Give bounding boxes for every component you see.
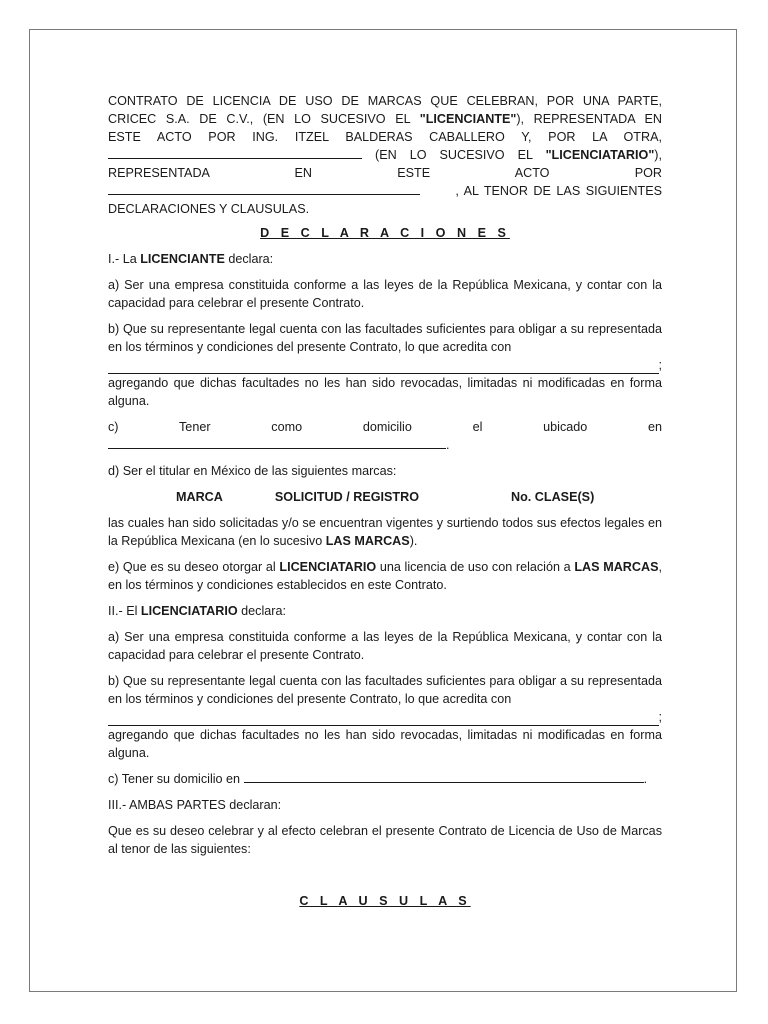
punctuation: .	[643, 772, 648, 786]
intro-word: EN	[294, 166, 312, 180]
intro-line-6	[108, 182, 662, 200]
marca-column-header: MARCA	[176, 490, 223, 504]
intro-text: (EN LO SUCESIVO EL	[362, 148, 546, 162]
item-c-word: domicilio	[362, 420, 412, 434]
section-2-item-b	[108, 672, 662, 762]
licenciante-term: LICENCIANTE	[140, 252, 225, 266]
declaraciones-heading: D E C L A R A C I O N E S	[260, 226, 510, 240]
licenciatario-term: "LICENCIATARIO"	[545, 148, 655, 162]
blank-line	[108, 182, 420, 195]
section-1-item-d: d) Ser el titular en México de las siguientes marcas:	[108, 464, 397, 478]
blank-line	[244, 770, 644, 783]
section-3-text: Que es su deseo celebrar y al efecto celebran el presente Contrato de Licencia de Uso de Marcas al tenor de las siguientes:	[108, 824, 662, 856]
section-1-item-e	[108, 558, 662, 594]
intro-line-7: DECLARACIONES Y CLAUSULAS.	[108, 202, 310, 216]
intro-text: ), REPRESENTADA EN	[516, 112, 662, 126]
section-2-item-a: a) Ser una empresa constituida conforme a las leyes de la República Mexicana, y contar con la capacidad para celebrar el presente Contrato.	[108, 630, 662, 662]
section-text: una licencia de uso con relación a	[376, 560, 575, 574]
las-marcas-term: LAS MARCAS	[574, 560, 659, 574]
item-c-word: c)	[108, 420, 119, 434]
licenciatario-term: LICENCIATARIO	[140, 604, 238, 618]
section-1-item-a: a) Ser una empresa constituida conforme a las leyes de la República Mexicana, y contar con la capacidad para celebrar el presente Contrato.	[108, 278, 662, 310]
intro-word: ACTO	[514, 166, 550, 180]
intro-line-1: CONTRATO DE LICENCIA DE USO DE MARCAS QUE CELEBRAN, POR UNA PARTE,	[108, 94, 662, 108]
intro-word: REPRESENTADA	[108, 166, 210, 180]
section-3-title: III.- AMBAS PARTES declaran:	[108, 798, 282, 812]
section-1-title	[108, 250, 662, 268]
blank-line-row	[108, 356, 662, 374]
punctuation: .	[446, 438, 450, 452]
blank-line-row	[108, 708, 662, 726]
intro-line-3: ESTE ACTO POR ING. ITZEL BALDERAS CABALLERO Y, POR LA OTRA,	[108, 130, 662, 144]
intro-text: , AL TENOR DE LAS SIGUIENTES	[455, 184, 662, 198]
item-c-line	[108, 418, 662, 436]
licenciante-term: "LICENCIANTE"	[419, 112, 517, 126]
section-1-item-b	[108, 320, 662, 410]
clase-column-header: No. CLASE(S)	[511, 490, 595, 504]
item-c-word: ubicado	[543, 420, 588, 434]
intro-text: CRICEC S.A. DE C.V., (EN LO SUCESIVO EL	[108, 112, 420, 126]
item-b-text: b) Que su representante legal cuenta con las facultades suficientes para obligar a su representada en los términos y condiciones del presente Contrato, lo que acredita con	[108, 674, 662, 706]
blank-line	[108, 360, 659, 374]
blank-line-row	[108, 436, 662, 454]
punctuation: ;	[658, 710, 662, 724]
intro-word: POR	[634, 166, 663, 180]
item-b-continuation: agregando que dichas facultades no les han sido revocadas, limitadas ni modificadas en forma alguna.	[108, 376, 662, 408]
intro-line-5	[108, 164, 662, 182]
intro-line-2	[108, 110, 662, 128]
document-body	[108, 92, 662, 918]
item-c-word: Tener	[179, 420, 211, 434]
section-text: declara:	[237, 604, 286, 618]
licenciatario-term: LICENCIATARIO	[279, 560, 377, 574]
section-1-item-d-continuation	[108, 514, 662, 550]
item-b-continuation: agregando que dichas facultades no les han sido revocadas, limitadas ni modificadas en forma alguna.	[108, 728, 662, 760]
section-text: declara:	[224, 252, 274, 266]
intro-line-4	[108, 146, 662, 164]
section-text: I.- La	[108, 252, 141, 266]
blank-line	[108, 436, 446, 449]
item-b-text: b) Que su representante legal cuenta con las facultades suficientes para obligar a su representada en los términos y condiciones del presente Contrato, lo que acredita con	[108, 322, 662, 354]
document-page	[29, 29, 737, 992]
las-marcas-term: LAS MARCAS	[325, 534, 410, 548]
section-2-item-c	[108, 770, 662, 788]
item-c-word: en	[648, 420, 663, 434]
section-text: c) Tener su domicilio en	[108, 772, 244, 786]
section-text: ).	[409, 534, 418, 548]
solicitud-column-header: SOLICITUD / REGISTRO	[274, 490, 420, 504]
section-text: II.- El	[108, 604, 141, 618]
item-c-word: como	[271, 420, 303, 434]
marks-table-header	[108, 488, 662, 506]
intro-text: ),	[654, 148, 662, 162]
section-1-item-c	[108, 418, 662, 454]
blank-line	[108, 712, 659, 726]
section-text: , en los términos y condiciones establecidos en este Contrato.	[108, 560, 662, 592]
item-c-word: el	[472, 420, 483, 434]
clausulas-heading: C L A U S U L A S	[299, 894, 471, 908]
section-text: las cuales han sido solicitadas y/o se encuentran vigentes y surtiendo todos sus efectos legales en la República Mexicana (en lo sucesivo	[108, 516, 662, 548]
punctuation: ;	[658, 358, 662, 372]
contract-intro	[108, 92, 662, 218]
section-2-title	[108, 602, 662, 620]
section-text: e) Que es su deseo otorgar al	[108, 560, 280, 574]
blank-line	[108, 146, 362, 159]
intro-word: ESTE	[397, 166, 431, 180]
